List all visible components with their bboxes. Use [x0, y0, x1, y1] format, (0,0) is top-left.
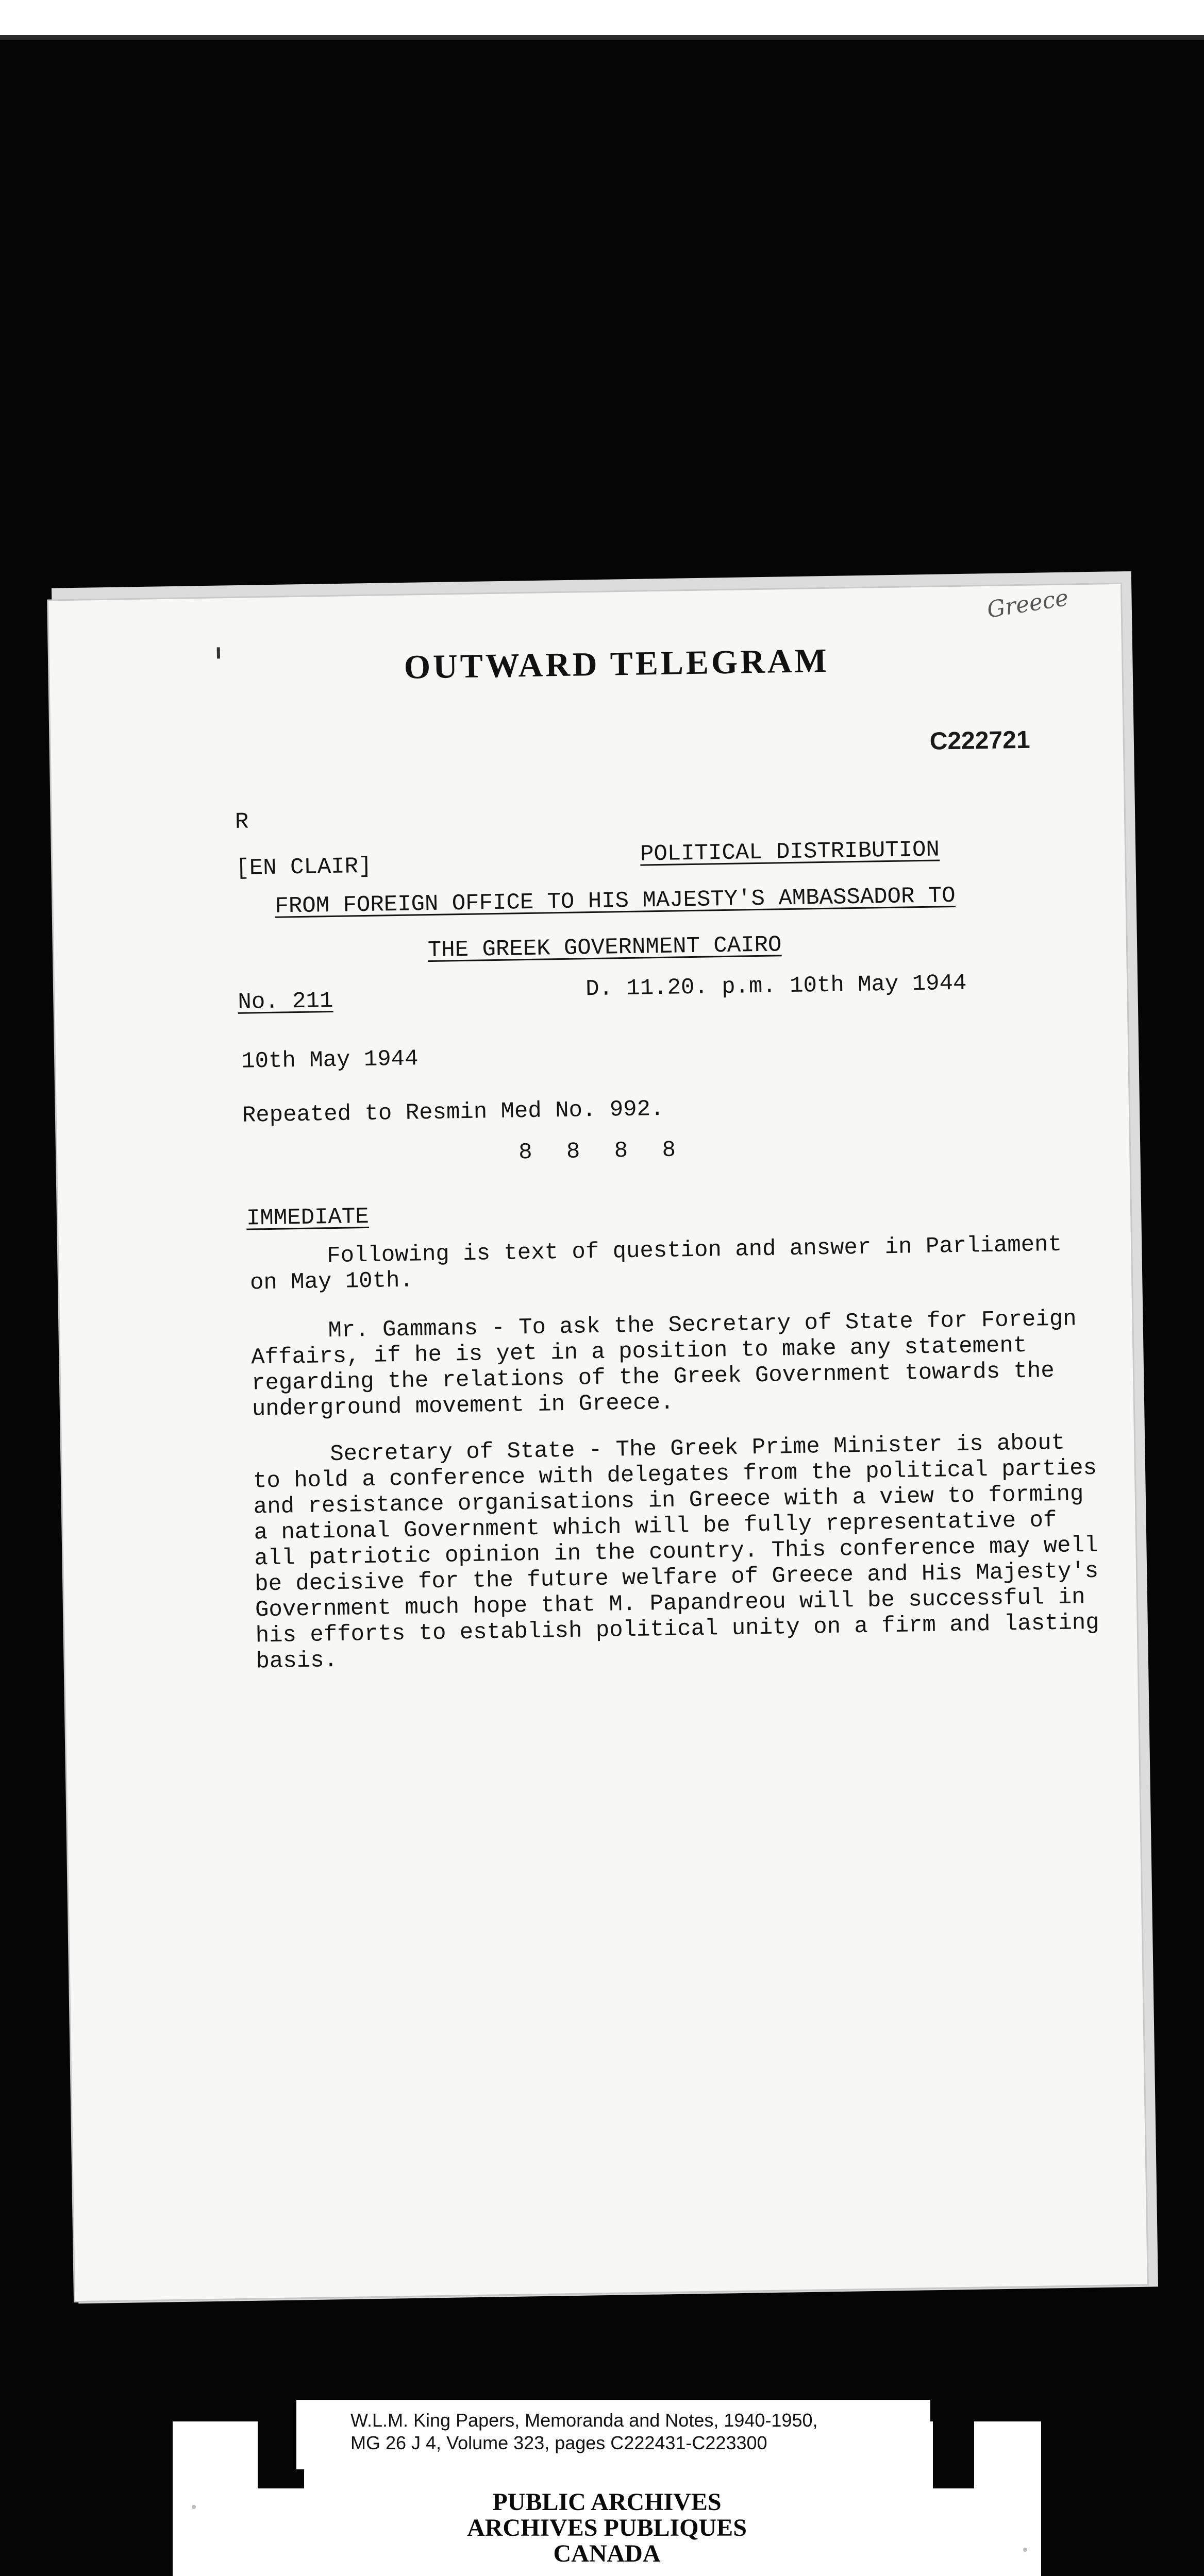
caption-line-1: W.L.M. King Papers, Memoranda and Notes, 1940-1950, — [350, 2410, 818, 2431]
telegram-number: No. 211 — [238, 988, 333, 1015]
reference-number: C222721 — [929, 726, 1030, 755]
telegram-title: OUTWARD TELEGRAM — [404, 641, 830, 686]
dispatch-time: D. 11.20. p.m. 10th May 1944 — [585, 970, 967, 1003]
code-letter: R — [235, 809, 249, 835]
handwritten-note: Greece — [985, 584, 1071, 623]
from-line-2: THE GREEK GOVERNMENT CAIRO — [427, 932, 782, 964]
archive-notch-right — [933, 2421, 974, 2488]
stamp-line-3: CANADA — [553, 2540, 661, 2567]
paragraph-answer: Secretary of State - The Greek Prime Minister is about to hold a conference with delegates from the political parties and resistance organisations in Greece with a view to forming a national Government which will be fully representative of all patriotic opinion in the country. This conference may well be decisive for the future welfare of Greece and His Majesty's Government much hope that M. Papandreou will be successful in his efforts to establish political unity on a firm and lasting basis. — [253, 1430, 1100, 1675]
telegram-date: 10th May 1944 — [241, 1046, 419, 1075]
archive-caption — [296, 2400, 930, 2469]
priority-label: IMMEDIATE — [246, 1204, 370, 1232]
en-clair-label: [EN CLAIR] — [236, 853, 372, 882]
telegram-page — [48, 584, 1147, 2301]
stamp-line-2: ARCHIVES PUBLIQUES — [467, 2514, 747, 2541]
distribution-label: POLITICAL DISTRIBUTION — [640, 837, 940, 868]
stamp-line-1: PUBLIC ARCHIVES — [492, 2488, 722, 2516]
caption-line-2: MG 26 J 4, Volume 323, pages C222431-C223300 — [350, 2432, 767, 2453]
dust-speck — [192, 2505, 196, 2509]
paragraph-intro: Following is text of question and answer in Parliament on May 10th. — [249, 1231, 1062, 1296]
repeated-to: Repeated to Resmin Med No. 992. — [242, 1096, 664, 1129]
code-groups: 8 8 8 8 — [518, 1137, 687, 1166]
top-white-strip — [0, 0, 1204, 35]
archive-stamp — [173, 2489, 1041, 2567]
from-line-1: FROM FOREIGN OFFICE TO HIS MAJESTY'S AMBASSADOR TO — [275, 883, 956, 920]
stray-mark — [217, 647, 220, 658]
top-strip-edge — [0, 35, 1204, 40]
dust-speck — [1023, 2548, 1027, 2552]
paragraph-question: Mr. Gammans - To ask the Secretary of State for Foreign Affairs, if he is yet in a position to make any statement regarding the relations of the Greek Government towards the underground movement in Greece. — [250, 1306, 1077, 1422]
